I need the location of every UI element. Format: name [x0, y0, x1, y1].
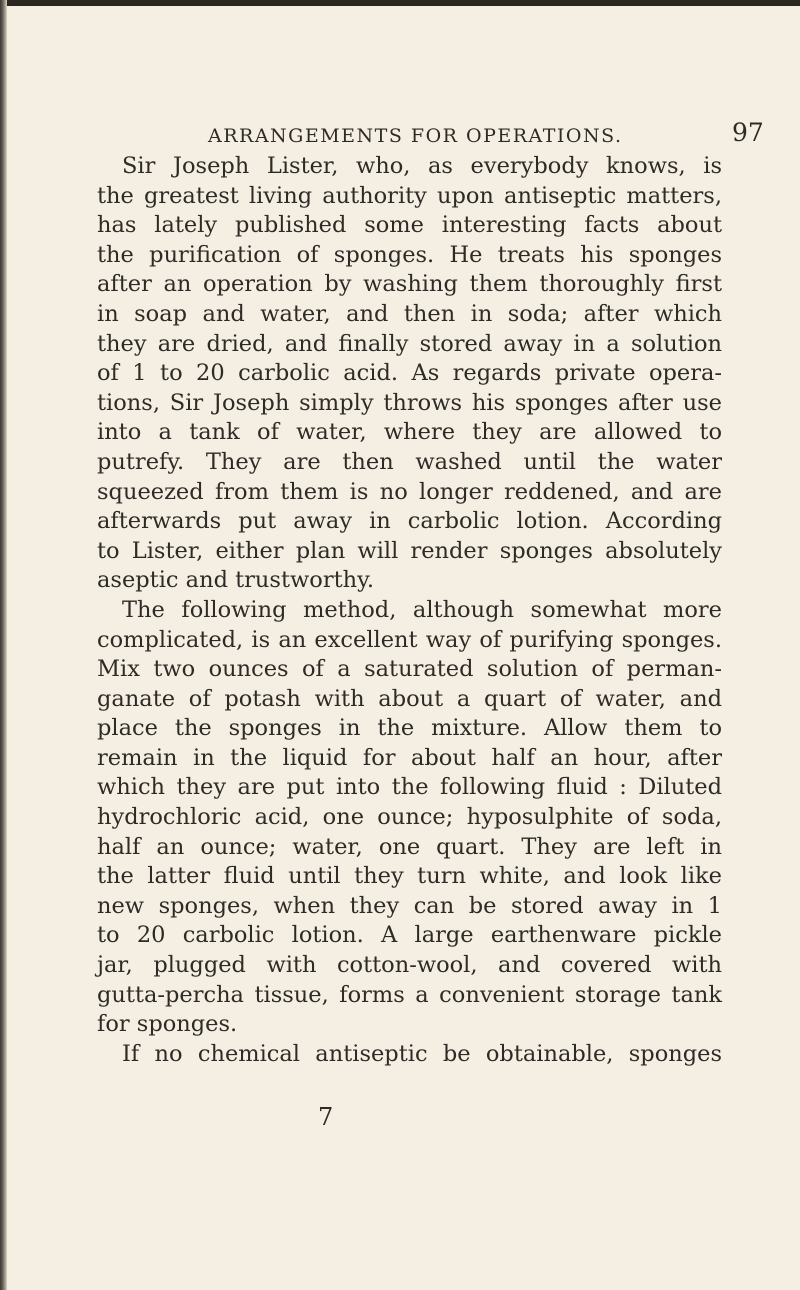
- text-line: If no chemical antiseptic be obtainable, sponges: [122, 1040, 722, 1067]
- text-line: to 20 carbolic lotion. A large earthenware pickle: [97, 922, 722, 949]
- text-line: into a tank of water, where they are allowed to: [97, 419, 722, 446]
- text-line: ganate of potash with about a quart of water, and: [97, 685, 722, 712]
- text-line: squeezed from them is no longer reddened, and are: [97, 478, 722, 505]
- text-line: putrefy. They are then washed until the water: [97, 448, 722, 475]
- text-line: of 1 to 20 carbolic acid. As regards private opera-: [97, 360, 722, 387]
- text-line: the purification of sponges. He treats his sponges: [97, 241, 722, 268]
- text-line: complicated, is an excellent way of purifying sponges.: [97, 626, 722, 653]
- text-line: Sir Joseph Lister, who, as everybody knows, is: [122, 153, 722, 179]
- text-line: Mix two ounces of a saturated solution of perman-: [97, 656, 722, 683]
- page-number: 97: [732, 118, 764, 147]
- running-head: ARRANGEMENTS FOR OPERATIONS.: [208, 125, 623, 147]
- text-line: The following method, although somewhat more: [122, 596, 722, 623]
- text-line: the latter fluid until they turn white, and look like: [97, 863, 722, 890]
- text-line: remain in the liquid for about half an hour, after: [97, 744, 722, 771]
- text-line: in soap and water, and then in soda; after which: [97, 300, 722, 327]
- text-line: gutta-percha tissue, forms a convenient storage tank: [97, 981, 722, 1008]
- text-line: tions, Sir Joseph simply throws his sponges after use: [97, 389, 722, 416]
- body-text: [97, 152, 722, 1069]
- text-line: to Lister, either plan will render sponges absolutely: [97, 537, 722, 564]
- page-top-edge: [0, 0, 800, 6]
- text-line: hydrochloric acid, one ounce; hyposulphite of soda,: [97, 804, 722, 831]
- page-binding-edge: [0, 0, 7, 1290]
- text-line: afterwards put away in carbolic lotion. According: [97, 508, 722, 535]
- text-line: they are dried, and finally stored away in a solution: [97, 330, 722, 357]
- signature-mark: 7: [318, 1103, 334, 1131]
- text-line: new sponges, when they can be stored away in 1: [97, 892, 722, 919]
- text-line: which they are put into the following fluid : Diluted: [97, 774, 722, 801]
- text-line: has lately published some interesting facts about: [97, 212, 722, 239]
- text-line: place the sponges in the mixture. Allow them to: [97, 715, 722, 742]
- text-line: half an ounce; water, one quart. They are left in: [97, 833, 722, 860]
- text-line: jar, plugged with cotton-wool, and covered with: [97, 952, 722, 979]
- text-line: after an operation by washing them thoroughly first: [97, 271, 722, 298]
- text-line: aseptic and trustworthy.: [97, 567, 374, 594]
- text-line: the greatest living authority upon antiseptic matters,: [97, 182, 722, 209]
- text-line: for sponges.: [97, 1011, 238, 1038]
